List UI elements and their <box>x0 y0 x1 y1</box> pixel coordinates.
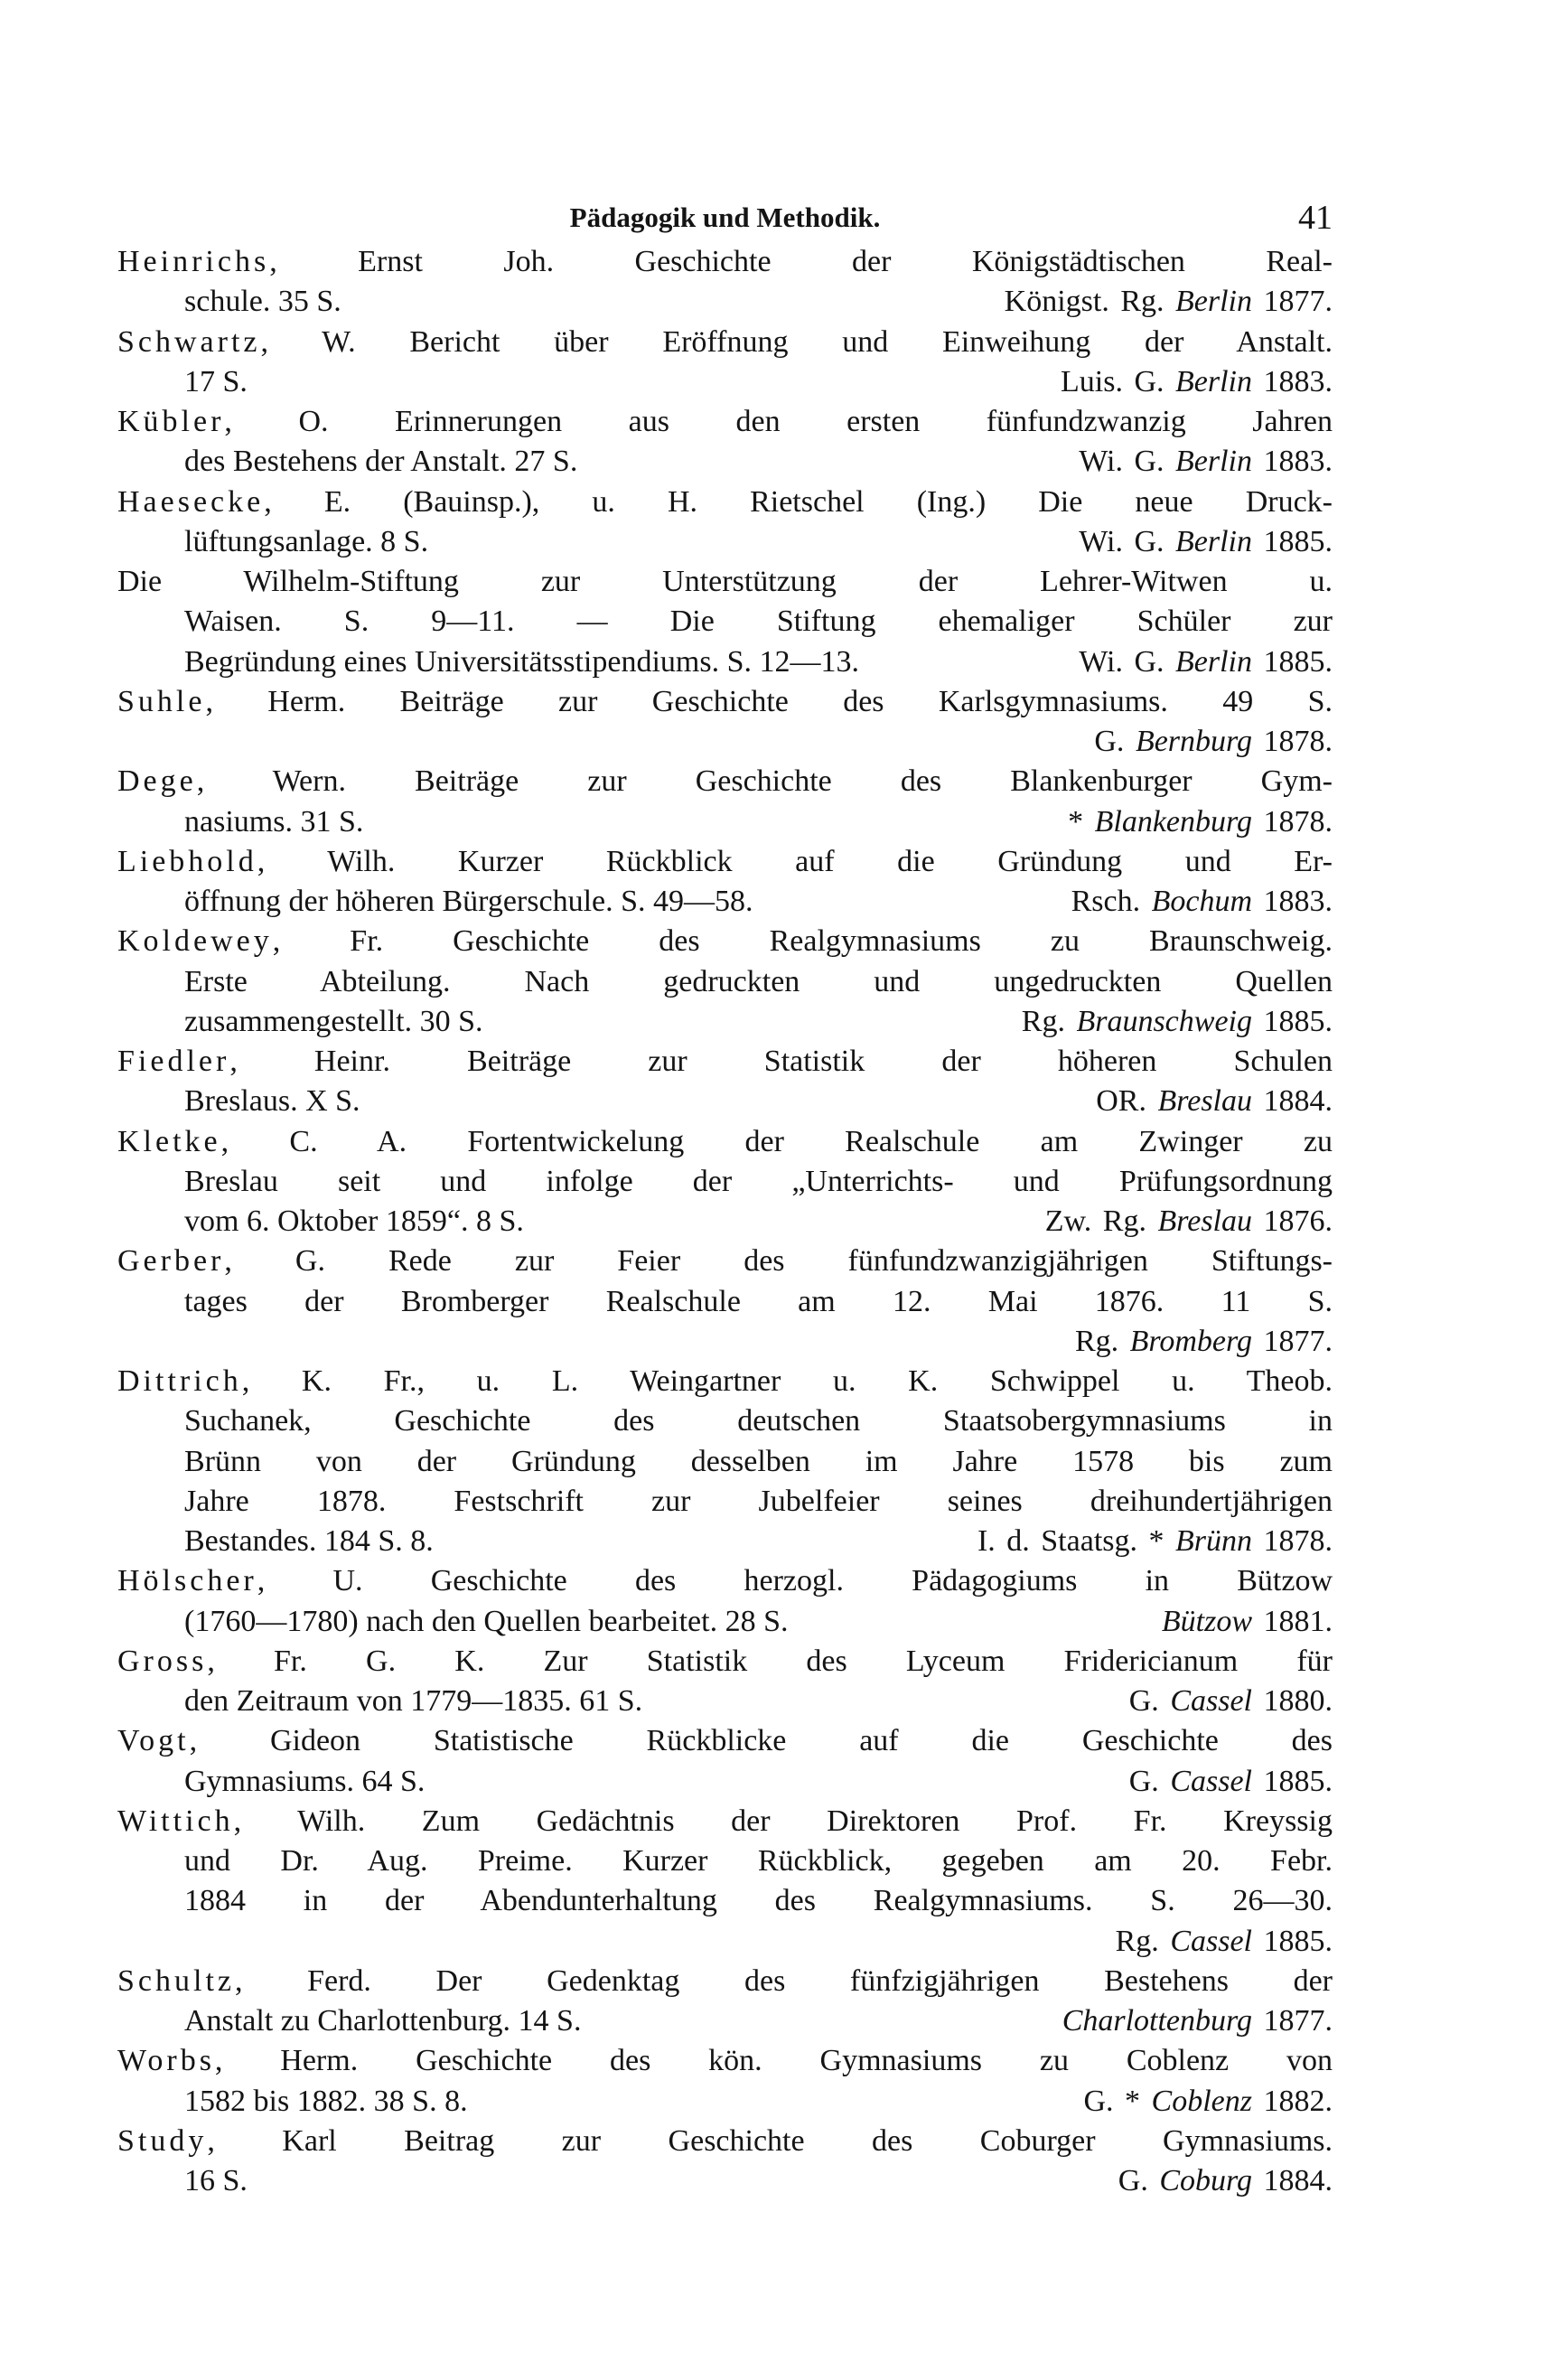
entry-first-line <box>117 2041 1333 2081</box>
entry-text: den Zeitraum von 1779—1835. 61 S. <box>184 1684 643 1718</box>
entry-continuation-line <box>117 962 1333 1002</box>
imprint-school: Luis. G. <box>1061 364 1164 398</box>
entry-first-line <box>117 1642 1333 1682</box>
author-name: Worbs <box>117 2044 215 2078</box>
author-name: Study <box>117 2123 208 2158</box>
imprint-school: Rsch. <box>1071 885 1141 918</box>
imprint-year: 1880. <box>1263 1684 1333 1718</box>
imprint-year: 1882. <box>1263 2084 1333 2118</box>
author-name: Liebhold <box>117 844 257 878</box>
imprint-place: Bützow <box>1161 1604 1252 1638</box>
author-name: Wittich <box>117 1804 234 1838</box>
imprint-info <box>1079 442 1333 482</box>
entry-first-line <box>117 402 1333 442</box>
imprint-school: G. * <box>1083 2084 1141 2118</box>
entry-text: , Ernst Joh. Geschichte der Königstädtischen Real- <box>269 245 1333 278</box>
imprint-school: Rg. <box>1115 1924 1159 1958</box>
entry-text: Gymnasiums. 64 S. <box>184 1764 426 1798</box>
bibliography-entry <box>117 2122 1333 2202</box>
author-name: Gerber <box>117 1244 225 1279</box>
author-name: Vogt <box>117 1724 190 1758</box>
imprint-year: 1883. <box>1263 445 1333 479</box>
entry-text: öffnung der höheren Bürgerschule. S. 49—58. <box>184 885 753 918</box>
entry-first-line <box>117 842 1333 882</box>
bibliography-entry <box>117 483 1333 563</box>
entry-continuation-line <box>117 882 1333 922</box>
imprint-place: Bochum <box>1151 885 1252 918</box>
bibliography-entry <box>117 1362 1333 1561</box>
imprint-place: Berlin <box>1175 445 1252 479</box>
entry-continuation-line <box>117 642 1333 682</box>
imprint-info <box>1094 722 1333 762</box>
imprint-school: * <box>1068 804 1084 839</box>
imprint-school: Rg. <box>1074 1324 1119 1358</box>
entry-continuation-line <box>117 1482 1333 1522</box>
imprint-place: Breslau <box>1157 1084 1252 1119</box>
imprint-info <box>1116 1922 1333 1962</box>
entry-text: , Heinr. Beiträge zur Statistik der höheren Schulen <box>229 1045 1333 1078</box>
imprint-place: Cassel <box>1170 1684 1252 1718</box>
bibliography-entry <box>117 323 1333 403</box>
imprint-info <box>1162 1602 1333 1642</box>
entry-text: lüftungsanlage. 8 S. <box>184 524 429 558</box>
entry-text: Brünn von der Gründung desselben im Jahre 1578 bis zum <box>184 1444 1333 1478</box>
imprint-place: Coburg <box>1159 2164 1252 2197</box>
entry-continuation-line <box>117 1082 1333 1121</box>
bibliography-entry <box>117 1721 1333 1802</box>
bibliography-entry <box>117 1802 1333 1962</box>
author-name: Hölscher <box>117 1564 257 1598</box>
entry-text: Jahre 1878. Festschrift zur Jubelfeier seines dreihundertjährigen <box>184 1484 1333 1518</box>
entry-text: und Dr. Aug. Preime. Kurzer Rückblick, gegeben am 20. Febr. <box>184 1844 1333 1878</box>
entry-first-line <box>117 242 1333 282</box>
imprint-info <box>1075 1322 1333 1362</box>
imprint-info <box>1005 282 1333 322</box>
entry-continuation-line <box>117 722 1333 762</box>
running-header <box>117 195 1333 240</box>
bibliography-entry <box>117 1962 1333 2042</box>
entry-continuation-line <box>117 1762 1333 1802</box>
imprint-school: Wi. G. <box>1079 524 1164 558</box>
bibliography-entry <box>117 402 1333 483</box>
entry-first-line <box>117 1042 1333 1082</box>
entry-continuation-line <box>117 1002 1333 1042</box>
imprint-info <box>1022 1002 1333 1042</box>
author-name: Fiedler <box>117 1045 230 1078</box>
entry-text: des Bestehens der Anstalt. 27 S. <box>184 445 578 479</box>
imprint-year: 1885. <box>1263 1764 1333 1798</box>
imprint-year: 1884. <box>1263 1084 1333 1119</box>
entry-first-line <box>117 1242 1333 1281</box>
imprint-info <box>1071 882 1333 922</box>
entry-first-line <box>117 2122 1333 2161</box>
entry-text: , Gideon Statistische Rückblicke auf die Geschichte des <box>189 1724 1333 1758</box>
entry-first-line <box>117 1122 1333 1162</box>
page-number: 41 <box>1298 199 1333 237</box>
entry-first-line <box>117 1362 1333 1401</box>
entry-text: Breslau seit und infolge der „Unterrichts- und Prüfungsordnung <box>184 1164 1333 1198</box>
imprint-year: 1884. <box>1263 2164 1333 2197</box>
entry-first-line <box>117 762 1333 801</box>
entry-continuation-line <box>117 2082 1333 2122</box>
entry-continuation-line <box>117 282 1333 322</box>
entry-text: vom 6. Oktober 1859“. 8 S. <box>184 1204 524 1238</box>
entry-first-line <box>117 682 1333 722</box>
author-name: Dege <box>117 764 197 799</box>
imprint-place: Berlin <box>1175 524 1252 558</box>
author-name: Haesecke <box>117 484 265 519</box>
imprint-info <box>1045 1202 1333 1242</box>
bibliography-entry <box>117 762 1333 842</box>
entry-continuation-line <box>117 522 1333 562</box>
bibliography-entry <box>117 242 1333 323</box>
bibliography-entry <box>117 842 1333 923</box>
imprint-year: 1885. <box>1263 524 1333 558</box>
entry-text: 1884 in der Abendunterhaltung des Realgymnasiums. S. 26—30. <box>184 1884 1333 1918</box>
entry-first-line <box>117 1962 1333 2001</box>
imprint-school: Zw. Rg. <box>1044 1204 1146 1238</box>
imprint-place: Cassel <box>1170 1924 1252 1958</box>
imprint-school: Wi. G. <box>1079 445 1164 479</box>
entry-first-line <box>117 562 1333 602</box>
imprint-info <box>1062 2001 1333 2041</box>
imprint-info <box>1068 802 1333 842</box>
entry-text: , Herm. Beiträge zur Geschichte des Karlsgymnasiums. 49 S. <box>205 684 1333 718</box>
entry-continuation-line <box>117 802 1333 842</box>
entry-text: Suchanek, Geschichte des deutschen Staatsobergymnasiums in <box>184 1404 1333 1438</box>
entry-continuation-line <box>117 1322 1333 1362</box>
entry-text: , Herm. Geschichte des kön. Gymnasiums zu Coblenz von <box>214 2044 1333 2078</box>
entry-continuation-line <box>117 1522 1333 1561</box>
entry-text: (1760—1780) nach den Quellen bearbeitet. 28 S. <box>184 1604 789 1638</box>
entry-continuation-line <box>117 1881 1333 1921</box>
bibliography-entry <box>117 1042 1333 1122</box>
bibliography-entry <box>117 1242 1333 1362</box>
author-name: Kübler <box>117 405 225 438</box>
imprint-place: Coblenz <box>1151 2084 1252 2118</box>
imprint-school: G. <box>1094 725 1125 758</box>
entry-text: , K. Fr., u. L. Weingartner u. K. Schwippel u. Theob. <box>241 1364 1333 1398</box>
author-name: Schultz <box>117 1963 235 1998</box>
entry-text: , Wilh. Kurzer Rückblick auf die Gründung und Er- <box>257 844 1333 878</box>
bibliography-entry <box>117 922 1333 1042</box>
entry-continuation-line <box>117 2001 1333 2041</box>
entry-text: , W. Bericht über Eröffnung und Einweihung der Anstalt. <box>260 324 1333 359</box>
imprint-school: OR. <box>1096 1084 1146 1119</box>
entry-text: Waisen. S. 9—11. — Die Stiftung ehemaliger Schüler zur <box>184 604 1333 639</box>
entry-text: , O. Erinnerungen aus den ersten fünfundzwanzig Jahren <box>224 405 1333 438</box>
bibliography-list <box>117 242 1333 2201</box>
imprint-info <box>1061 362 1333 402</box>
entry-text: , Fr. Geschichte des Realgymnasiums zu Braunschweig. <box>272 924 1333 959</box>
author-name: Gross <box>117 1644 208 1678</box>
entry-continuation-line <box>117 1841 1333 1881</box>
imprint-place: Breslau <box>1157 1204 1252 1238</box>
entry-text: nasiums. 31 S. <box>184 804 364 839</box>
entry-text: Bestandes. 184 S. 8. <box>184 1524 434 1558</box>
imprint-place: Braunschweig <box>1076 1004 1252 1038</box>
entry-text: Begründung eines Universitätsstipendiums. S. 12—13. <box>184 644 860 679</box>
entry-text: , E. (Bauinsp.), u. H. Rietschel (Ing.) Die neue Druck- <box>264 484 1333 519</box>
entry-text: , Ferd. Der Gedenktag des fünfzigjährigen Bestehens der <box>234 1963 1333 1998</box>
imprint-place: Berlin <box>1175 364 1252 398</box>
entry-first-line <box>117 323 1333 362</box>
bibliography-entry <box>117 1561 1333 1642</box>
entry-continuation-line <box>117 1162 1333 1202</box>
entry-text: schule. 35 S. <box>184 285 341 319</box>
entry-continuation-line <box>117 1442 1333 1482</box>
bibliography-entry <box>117 682 1333 763</box>
entry-first-line <box>117 1721 1333 1761</box>
bibliography-entry <box>117 562 1333 682</box>
imprint-school: G. <box>1128 1764 1159 1798</box>
imprint-info <box>1096 1082 1333 1121</box>
imprint-year: 1883. <box>1263 885 1333 918</box>
imprint-year: 1885. <box>1263 1004 1333 1038</box>
imprint-year: 1876. <box>1263 1204 1333 1238</box>
author-name: Dittrich <box>117 1364 242 1398</box>
imprint-school: I. d. Staatsg. * <box>977 1524 1164 1558</box>
imprint-school: G. <box>1128 1684 1159 1718</box>
imprint-place: Bromberg <box>1129 1324 1252 1358</box>
entry-text: 17 S. <box>184 364 248 398</box>
imprint-year: 1878. <box>1263 1524 1333 1558</box>
entry-continuation-line <box>117 2161 1333 2201</box>
imprint-school: Wi. G. <box>1079 644 1164 679</box>
entry-first-line <box>117 922 1333 961</box>
author-name: Koldewey <box>117 924 273 959</box>
imprint-info <box>1129 1762 1333 1802</box>
entry-continuation-line <box>117 602 1333 642</box>
imprint-year: 1885. <box>1263 644 1333 679</box>
imprint-place: Cassel <box>1170 1764 1252 1798</box>
entry-continuation-line <box>117 1602 1333 1642</box>
page-title: Pädagogik und Methodik. <box>569 201 881 233</box>
entry-text: tages der Bromberger Realschule am 12. Mai 1876. 11 S. <box>184 1284 1333 1318</box>
imprint-year: 1877. <box>1263 285 1333 319</box>
entry-continuation-line <box>117 1401 1333 1441</box>
author-name: Schwartz <box>117 324 261 359</box>
imprint-place: Brünn <box>1175 1524 1252 1558</box>
entry-text: Die Wilhelm-Stiftung zur Unterstützung der Lehrer-Witwen u. <box>117 565 1333 598</box>
bibliography-entry <box>117 1122 1333 1242</box>
entry-text: , C. A. Fortentwickelung der Realschule am Zwinger zu <box>220 1124 1333 1158</box>
author-name: Suhle <box>117 684 206 718</box>
entry-first-line <box>117 1802 1333 1841</box>
bibliography-entry <box>117 2041 1333 2122</box>
imprint-info <box>1129 1682 1333 1721</box>
entry-continuation-line <box>117 1682 1333 1721</box>
imprint-year: 1878. <box>1263 804 1333 839</box>
imprint-info <box>1083 2082 1333 2122</box>
entry-continuation-line <box>117 1202 1333 1242</box>
imprint-year: 1883. <box>1263 364 1333 398</box>
entry-continuation-line <box>117 1922 1333 1962</box>
entry-text: Breslaus. X S. <box>184 1084 360 1119</box>
entry-text: , Fr. G. K. Zur Statistik des Lyceum Fridericianum für <box>207 1644 1333 1678</box>
imprint-info <box>1079 642 1333 682</box>
imprint-info <box>977 1522 1333 1561</box>
imprint-year: 1885. <box>1263 1924 1333 1958</box>
imprint-place: Berlin <box>1175 285 1252 319</box>
entry-first-line <box>117 1561 1333 1601</box>
bibliography-entry <box>117 1642 1333 1722</box>
imprint-school: G. <box>1118 2164 1148 2197</box>
imprint-place: Bernburg <box>1135 725 1252 758</box>
entry-text: Erste Abteilung. Nach gedruckten und ungedruckten Quellen <box>184 964 1333 998</box>
imprint-school: Rg. <box>1021 1004 1065 1038</box>
entry-text: , U. Geschichte des herzogl. Pädagogiums in Bützow <box>257 1564 1333 1598</box>
entry-continuation-line <box>117 442 1333 482</box>
imprint-info <box>1118 2161 1333 2201</box>
imprint-year: 1881. <box>1263 1604 1333 1638</box>
imprint-year: 1877. <box>1263 1324 1333 1358</box>
entry-continuation-line <box>117 362 1333 402</box>
imprint-place: Blankenburg <box>1094 804 1252 839</box>
entry-text: , Wilh. Zum Gedächtnis der Direktoren Prof. Fr. Kreyssig <box>233 1804 1333 1838</box>
entry-text: 16 S. <box>184 2164 248 2197</box>
entry-text: , G. Rede zur Feier des fünfundzwanzigjährigen Stiftungs- <box>224 1244 1333 1279</box>
imprint-year: 1878. <box>1263 725 1333 758</box>
entry-text: , Wern. Beiträge zur Geschichte des Blankenburger Gym- <box>196 764 1333 799</box>
entry-first-line <box>117 483 1333 522</box>
entry-continuation-line <box>117 1282 1333 1322</box>
imprint-info <box>1079 522 1333 562</box>
entry-text: zusammengestellt. 30 S. <box>184 1004 483 1038</box>
imprint-year: 1877. <box>1263 2004 1333 2038</box>
imprint-school: Königst. Rg. <box>1004 285 1164 319</box>
author-name: Kletke <box>117 1124 221 1158</box>
author-name: Heinrichs <box>117 245 270 278</box>
entry-text: 1582 bis 1882. 38 S. 8. <box>184 2084 468 2118</box>
imprint-place: Charlottenburg <box>1062 2004 1252 2038</box>
entry-text: , Karl Beitrag zur Geschichte des Coburger Gymnasiums. <box>207 2123 1333 2158</box>
entry-text: Anstalt zu Charlottenburg. 14 S. <box>184 2004 582 2038</box>
imprint-place: Berlin <box>1175 644 1252 679</box>
